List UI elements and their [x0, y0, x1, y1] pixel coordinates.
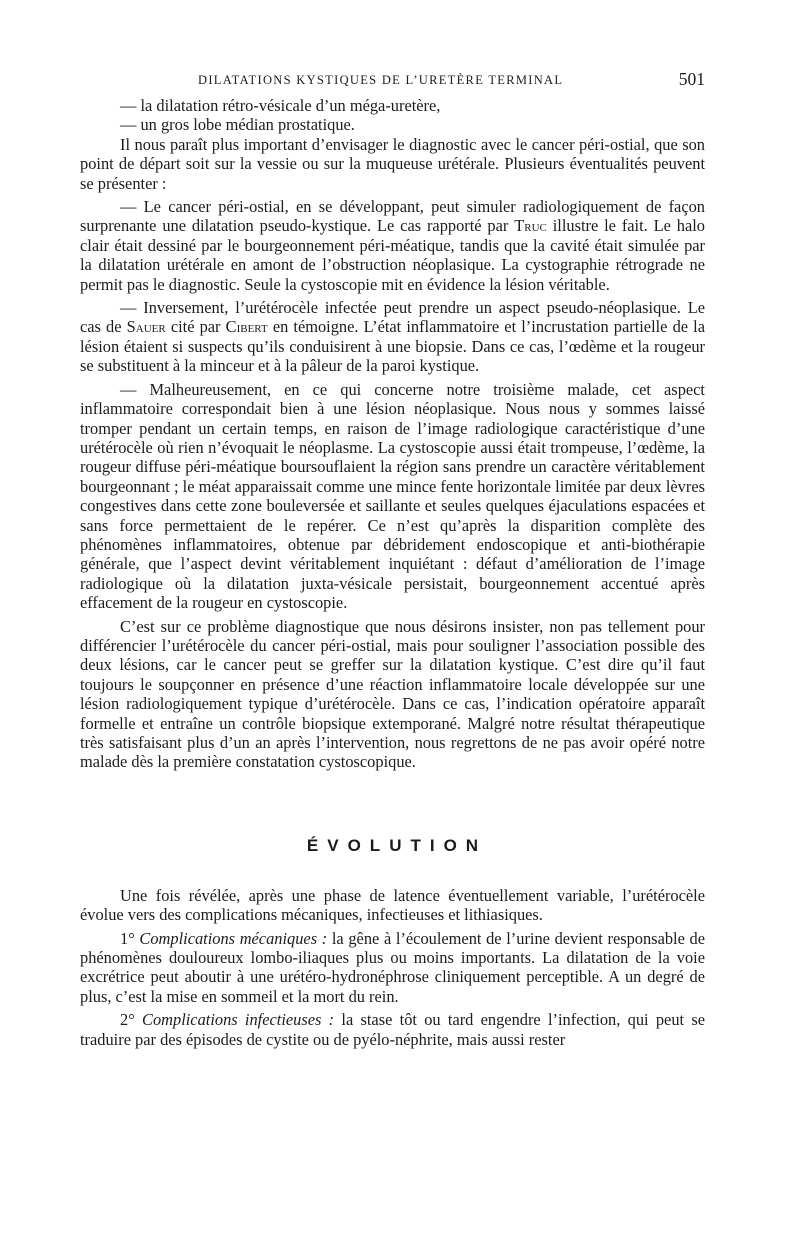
- text-run: en témoigne. L’état inflammatoire et l’incrustation partielle de la lésion étaient si suspects qu’ils conduisirent à une biopsie. Dans ce cas, l’œdème et la rougeur se substituent à la minceur et à la pâleur de la paroi kystique.: [80, 317, 705, 376]
- author-name-sauer: Sauer: [126, 317, 166, 337]
- paragraph-complications-mecaniques: [80, 929, 705, 1007]
- list-number: 1°: [120, 928, 140, 948]
- body-text: [80, 96, 705, 772]
- paragraph-cancer-simulation: [80, 197, 705, 294]
- paragraph-cancer-peri-ostial: Il nous paraît plus important d’envisager le diagnostic avec le cancer péri-ostial, que son point de départ soit sur la vessie ou sur la muqueuse urétérale. Plusieurs éventualités peuvent se présenter :: [80, 134, 705, 193]
- author-name-truc: Truc: [514, 216, 547, 236]
- page-header: [80, 70, 705, 96]
- text-run: — Le cancer péri-ostial, en se développant, peut simuler radiologiquement de façon surprenante une dilatation pseudo-kystique. Le cas rapporté par: [80, 197, 705, 236]
- subheading-complications-infectieuses: Complications infectieuses :: [142, 1010, 335, 1030]
- document-page: [80, 70, 705, 1049]
- running-head: DILATATIONS KYSTIQUES DE L’URETÈRE TERMINAL: [198, 73, 564, 87]
- text-run: — Inversement, l’urétérocèle infectée peut prendre un aspect pseudo-néoplasique. Le cas de: [80, 298, 705, 337]
- section-title: ÉVOLUTION: [306, 835, 488, 855]
- dash-item-lobe-median: — un gros lobe médian prostatique.: [120, 115, 355, 135]
- text-run: la stase tôt ou tard engendre l’infection, qui peut se traduire par des épisodes de cystite ou de pyélo-néphrite, mais aussi rester: [80, 1010, 705, 1049]
- paragraph-ureterocele-infectee: [80, 298, 705, 376]
- subheading-complications-mecaniques: Complications mécaniques :: [139, 928, 328, 948]
- author-name-cibert: Cibert: [225, 317, 268, 337]
- page-number: 501: [678, 69, 705, 89]
- text-run: la gêne à l’écoulement de l’urine devient responsable de phénomènes douloureux lombo-iliaques plus ou moins importants. La dilatation de la voie excrétrice peut aboutir à une urétéro-hydronéphrose cliniquement perceptible. A un degré de plus, c’est la mise en sommeil et la mort du rein.: [80, 928, 705, 1006]
- paragraph-evolution-intro: Une fois révélée, après une phase de latence éventuellement variable, l’urétérocèle évolue vers des complications mécaniques, infectieuses et lithiasiques.: [80, 885, 705, 925]
- paragraph-troisieme-malade: — Malheureusement, en ce qui concerne notre troisième malade, cet aspect inflammatoire correspondait bien à une lésion néoplasique. Nous nous y sommes laissé tromper pendant un certain temps, en raison de l’image radiologique caractéristique d’une urétérocèle où rien n’évoquait le néoplasme. La cystoscopie aussi était trompeuse, l’œdème, la rougeur diffuse péri-méatique boursouflaient la région sans prendre un caractère véritablement bourgeonnant ; le méat apparaissait comme une mince fente horizontale limitée par deux lèvres congestives dans cette zone bouleversée et saillante et seules quelques éjaculations espacées et sans force permettaient de le repérer. Ce n’est qu’après la disparition complète des phénomènes inflammatoires, obtenue par débridement endoscopique et anti-biothérapie générale, que l’aspect devint véritablement inquiétant : défaut d’amélioration de l’image radiologique où la dilatation juxta-vésicale persistait, bourgeonnement accentué après effacement de la rougeur en cystoscopie.: [80, 379, 705, 613]
- section-body: [80, 886, 705, 1049]
- text-run: cité par: [165, 317, 226, 337]
- dash-item-mega-uretere: — la dilatation rétro-vésicale d’un méga-uretère,: [120, 96, 441, 115]
- paragraph-probleme-diagnostique: C’est sur ce problème diagnostique que nous désirons insister, non pas tellement pour différencier l’urétérocèle du cancer péri-ostial, mais pour souligner l’association possible des deux lésions, car le cancer peut se greffer sur la dilatation kystique. C’est dire qu’il faut toujours le soupçonner en présence d’une réaction inflammatoire locale développée sur une lésion radiologiquement typique d’urétérocèle. Dans ce cas, l’indication opératoire apparaît formelle et entraîne un contrôle biopsique extemporané. Malgré notre résultat thérapeutique très satisfaisant plus d’un an après l’intervention, nous regrettons de ne pas avoir opéré notre malade dès la première constatation cystoscopique.: [80, 616, 705, 772]
- text-run: illustre le fait. Le halo clair était dessiné par le bourgeonnement péri-méatique, tandis que la cavité était simulée par la dilatation urétérale en amont de l’obstruction néoplasique. La cystographie rétrograde ne permit pas le diagnostic. Seule la cystoscopie mit en évidence la lésion véritable.: [80, 216, 705, 294]
- list-number: 2°: [120, 1010, 143, 1030]
- paragraph-complications-infectieuses: [80, 1010, 705, 1049]
